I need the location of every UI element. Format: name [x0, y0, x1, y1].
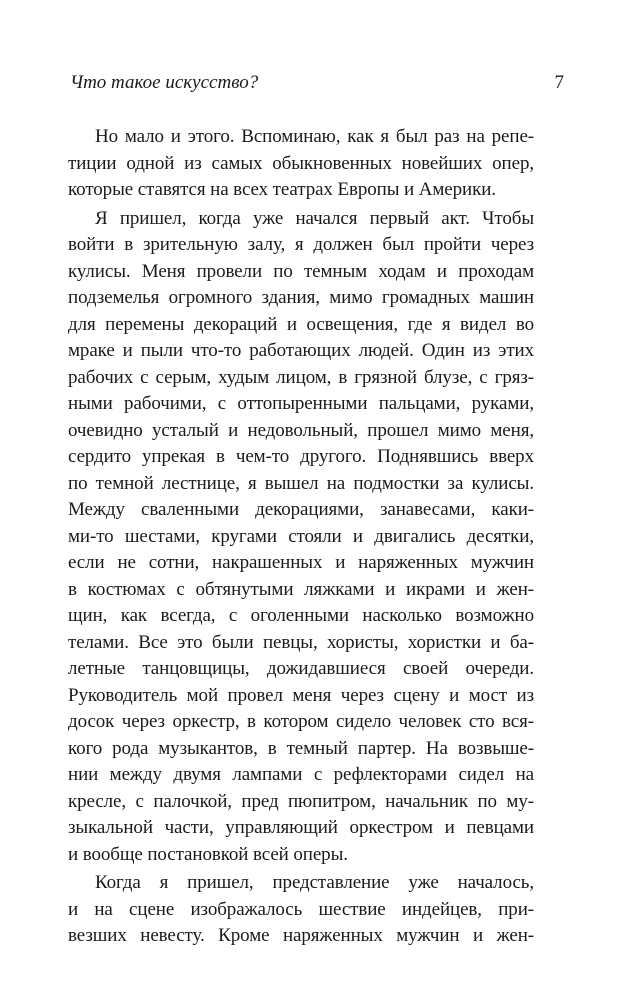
running-head [70, 72, 564, 98]
running-title: Что такое искусство? [70, 72, 259, 93]
text-line: Руководитель мой провел меня через сцену и мост из [68, 684, 534, 706]
text-line: которые ставятся на всех театрах Европы и Америки. [68, 179, 496, 200]
text-line: Я пришел, когда уже начался первый акт. Чтобы [95, 207, 534, 229]
text-line: Когда я пришел, представление уже началось, [95, 872, 534, 893]
text-line: мраке и пыли что-то работающих людей. Один из этих [68, 340, 534, 361]
text-line: в костюмах с обтянутыми ляжками и икрами и жен- [68, 578, 534, 600]
text-line: нии между двумя лампами с рефлекторами сидел на [68, 764, 534, 785]
text-line: сердито упрекая в чем-то другого. Поднявшись вверх [68, 446, 534, 467]
page-number: 7 [554, 72, 564, 93]
text-line: кулисы. Меня провели по темным ходам и проходам [68, 260, 534, 282]
text-line: если не сотни, накрашенных и наряженных мужчин [68, 552, 534, 573]
text-line: рабочих с серым, худым лицом, в грязной блузе, с гряз- [68, 366, 534, 388]
text-line: по темной лестнице, я вышел на подмостки за кулисы. [68, 472, 534, 494]
paragraph [68, 124, 534, 204]
text-line: войти в зрительную залу, я должен был пройти через [68, 234, 534, 255]
text-line: и вообще постановкой всей оперы. [68, 843, 348, 865]
text-line: Но мало и этого. Вспоминаю, как я был раз на репе- [95, 126, 534, 147]
text-line: везших невесту. Кроме наряженных мужчин и жен- [68, 925, 534, 946]
paragraph [68, 870, 534, 950]
text-line: и на сцене изображалось шествие индейцев, при- [68, 898, 534, 920]
text-line: телами. Все это были певцы, хористы, хористки и ба- [68, 631, 534, 653]
text-line: для перемены декораций и освещения, где я видел во [68, 313, 534, 335]
text-line: зыкальной части, управляющий оркестром и певцами [68, 817, 534, 838]
text-line: кресле, с палочкой, пред пюпитром, начальник по му- [68, 790, 534, 812]
text-line: кого рода музыкантов, в темный партер. На возвыше- [68, 737, 534, 759]
text-line: очевидно усталый и недовольный, прошел мимо меня, [68, 419, 534, 441]
text-line: щин, как всегда, с оголенными насколько возможно [68, 605, 534, 626]
text-line: ми-то шестами, кругами стояли и двигались десятки, [68, 525, 534, 547]
text-line: Между сваленными декорациями, занавесами, каки- [68, 499, 534, 520]
text-line: тиции одной из самых обыкновенных новейших опер, [68, 152, 534, 174]
text-line: досок через оркестр, в котором сидело человек сто вся- [68, 711, 534, 732]
paragraph [68, 206, 534, 869]
text-line: подземелья огромного здания, мимо громадных машин [68, 287, 534, 308]
text-line: ными рабочими, с оттопыренными пальцами, руками, [68, 393, 534, 414]
body-text [68, 124, 534, 950]
text-line: летные танцовщицы, дожидавшиеся своей очереди. [68, 658, 534, 679]
